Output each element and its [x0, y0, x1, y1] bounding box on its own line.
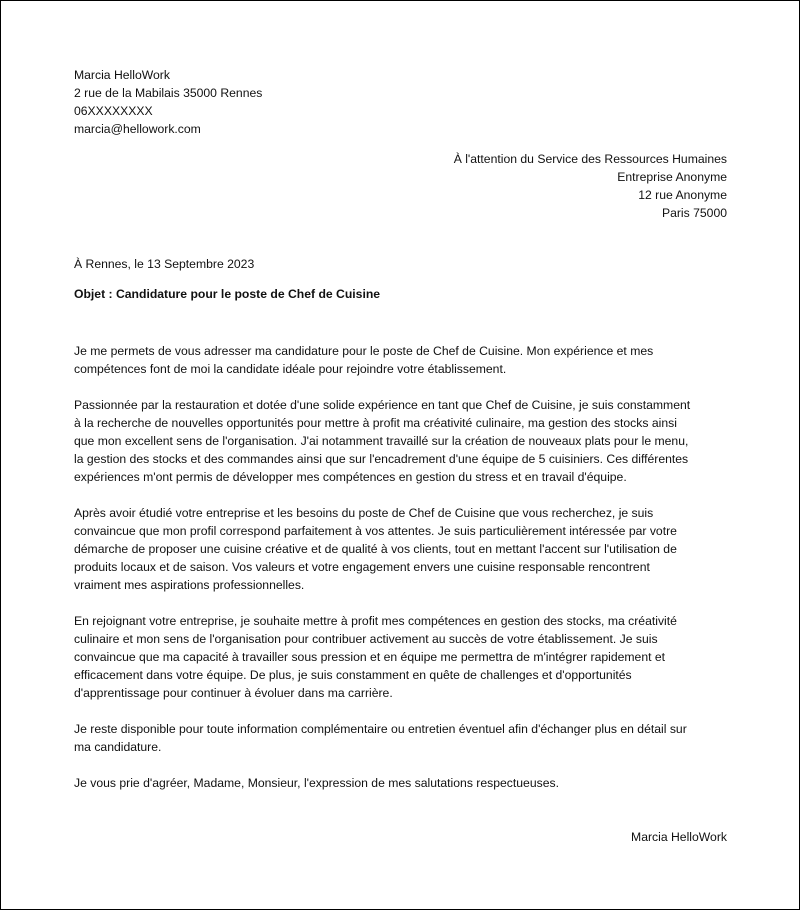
paragraph-line: démarche de proposer une cuisine créative et de qualité à vos clients, tout en mettant l'accent sur l'utilisation de	[74, 542, 677, 556]
paragraph-line: Je me permets de vous adresser ma candidature pour le poste de Chef de Cuisine. Mon expérience et mes	[74, 344, 654, 358]
paragraph-line: à la recherche de nouvelles opportunités pour mettre à profit ma créativité culinaire, ma gestion des stocks ainsi	[74, 416, 677, 430]
paragraph-line: convaincue que mon profil correspond parfaitement à vos attentes. Je suis particulièrement intéressée par votre	[74, 524, 677, 538]
paragraph-line: d'apprentissage pour continuer à évoluer dans ma carrière.	[74, 686, 393, 700]
sender-phone: 06XXXXXXXX	[74, 104, 153, 118]
recipient-city: Paris 75000	[661, 206, 727, 220]
recipient-attention: À l'attention du Service des Ressources Humaines	[453, 152, 727, 166]
signature: Marcia HelloWork	[631, 830, 727, 844]
sender-address: 2 rue de la Mabilais 35000 Rennes	[74, 86, 263, 100]
paragraph-line: En rejoignant votre entreprise, je souhaite mettre à profit mes compétences en gestion des stocks, ma créativité	[74, 614, 677, 628]
letter-body	[74, 342, 734, 810]
paragraph-line: Passionnée par la restauration et dotée d'une solide expérience en tant que Chef de Cuisine, je suis constamment	[74, 398, 691, 412]
paragraph-line: compétences font de moi la candidate idéale pour rejoindre votre établissement.	[74, 362, 507, 376]
paragraph-line: la gestion des stocks et des commandes ainsi que sur l'encadrement d'une équipe de 5 cuisiniers. Ces différentes	[74, 452, 689, 466]
paragraph-experience	[74, 396, 734, 486]
recipient-block	[454, 150, 727, 222]
paragraph-line: expériences m'ont permis de développer mes compétences en gestion du stress et en travail d'équipe.	[74, 470, 627, 484]
sender-email: marcia@hellowork.com	[74, 122, 201, 136]
paragraph-line: Je vous prie d'agréer, Madame, Monsieur, l'expression de mes salutations respectueuses.	[74, 776, 559, 790]
paragraph-line: culinaire et mon sens de l'organisation pour contribuer activement au succès de votre établissement. Je suis	[74, 632, 658, 646]
paragraph-line: Je reste disponible pour toute information complémentaire ou entretien éventuel afin d'échanger plus en détail sur	[74, 722, 687, 736]
paragraph-line: Après avoir étudié votre entreprise et les besoins du poste de Chef de Cuisine que vous recherchez, je suis	[74, 506, 654, 520]
paragraph-closing	[74, 774, 734, 792]
paragraph-line: vraiment mes aspirations professionnelles.	[74, 578, 305, 592]
paragraph-line: produits locaux et de saison. Vos valeurs et votre engagement envers une cuisine responsable rencontrent	[74, 560, 650, 574]
paragraph-intro	[74, 342, 734, 378]
recipient-company: Entreprise Anonyme	[617, 170, 727, 184]
paragraph-contribution	[74, 612, 734, 702]
letter-subject: Objet : Candidature pour le poste de Chef de Cuisine	[74, 287, 381, 301]
paragraph-line: que mon excellent sens de l'organisation. J'ai notamment travaillé sur la création de nouveaux plats pour le menu,	[74, 434, 689, 448]
paragraph-motivation	[74, 504, 734, 594]
paragraph-line: efficacement dans votre équipe. De plus, je suis constamment en quête de challenges et d'opportunités	[74, 668, 632, 682]
paragraph-line: ma candidature.	[74, 740, 162, 754]
sender-name: Marcia HelloWork	[74, 68, 170, 82]
paragraph-line: convaincue que ma capacité à travailler sous pression et en équipe me permettra de m'intégrer rapidement et	[74, 650, 666, 664]
sender-block	[74, 66, 262, 138]
recipient-street: 12 rue Anonyme	[638, 188, 727, 202]
paragraph-availability	[74, 720, 734, 756]
letter-date: À Rennes, le 13 Septembre 2023	[74, 257, 255, 271]
